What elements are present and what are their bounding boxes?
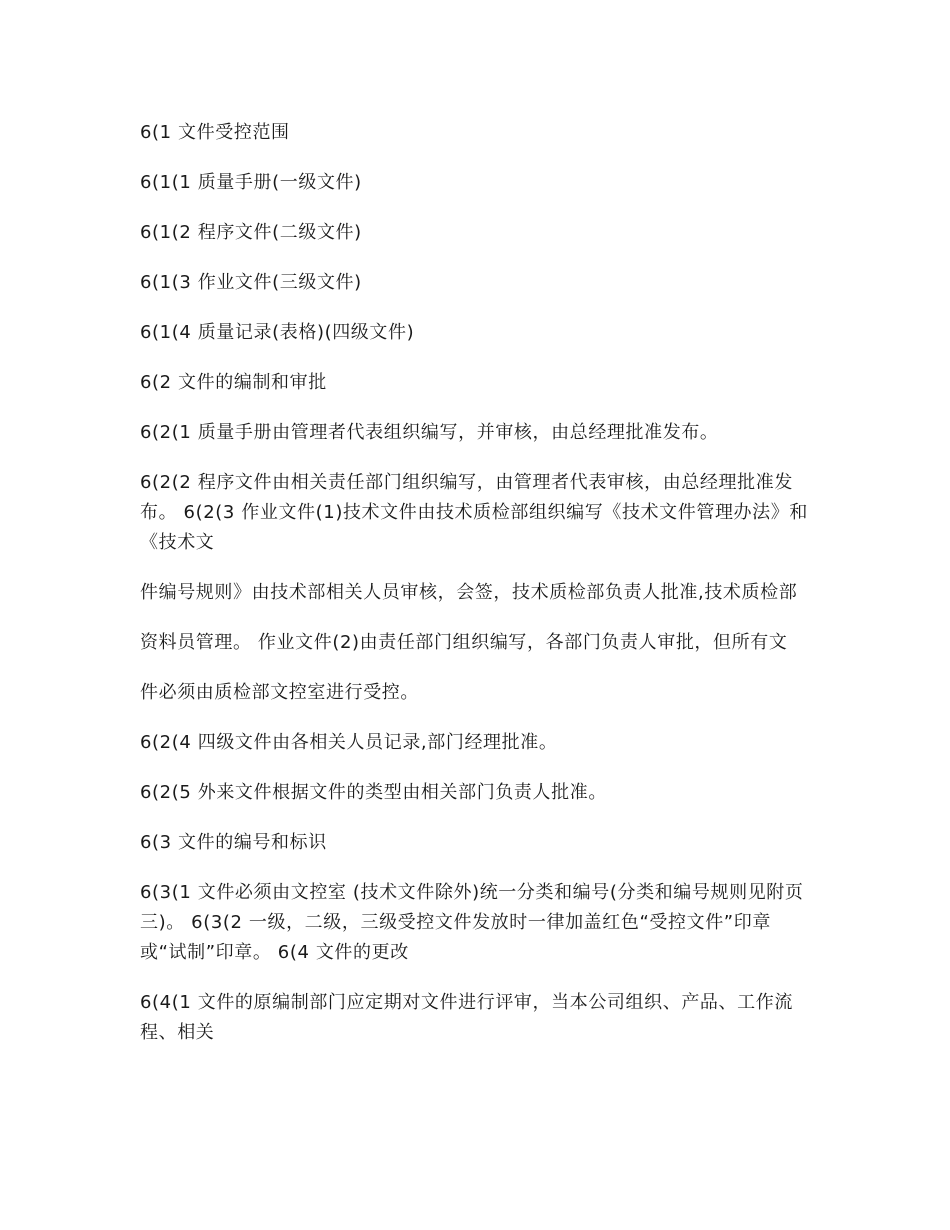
body-paragraph: 件必须由质检部文控室进行受控。 [140,682,419,703]
body-paragraph: 资料员管理。 作业文件(2)由责任部门组织编写，各部门负责人审批，但所有文 [140,632,788,653]
section-heading: 6(3 文件的编号和标识 [140,832,327,853]
section-heading: 6(1 文件受控范围 [140,122,290,143]
body-paragraph: 6(4(1 文件的原编制部门应定期对文件进行评审，当本公司组织、产品、工作流程、相关 [140,992,793,1043]
body-paragraph: 6(2(1 质量手册由管理者代表组织编写，并审核，由总经理批准发布。 [140,422,719,443]
list-item: 6(1(1 质量手册(一级文件) [140,172,362,193]
section-heading: 6(2 文件的编制和审批 [140,372,327,393]
document-body [140,118,812,1068]
list-item: 6(1(4 质量记录(表格)(四级文件) [140,322,415,343]
list-item: 6(1(3 作业文件(三级文件) [140,272,362,293]
body-paragraph: 6(2(4 四级文件由各相关人员记录,部门经理批准。 [140,732,558,753]
list-item: 6(1(2 程序文件(二级文件) [140,222,362,243]
body-paragraph: 6(2(2 程序文件由相关责任部门组织编写，由管理者代表审核，由总经理批准发布。 6(2(3 作业文件(1)技术文件由技术质检部组织编写《技术文件管理办法》和《技术文 [140,472,808,553]
body-paragraph: 件编号规则》由技术部相关人员审核，会签，技术质检部负责人批准,技术质检部 [140,582,798,603]
body-paragraph: 6(2(5 外来文件根据文件的类型由相关部门负责人批准。 [140,782,607,803]
body-paragraph: 6(3(1 文件必须由文控室 (技术文件除外)统一分类和编号(分类和编号规则见附页三)。 6(3(2 一级，二级，三级受控文件发放时一律加盖红色“受控文件”印章或“试制”印章。 6(4 文件的更改 [140,882,804,963]
